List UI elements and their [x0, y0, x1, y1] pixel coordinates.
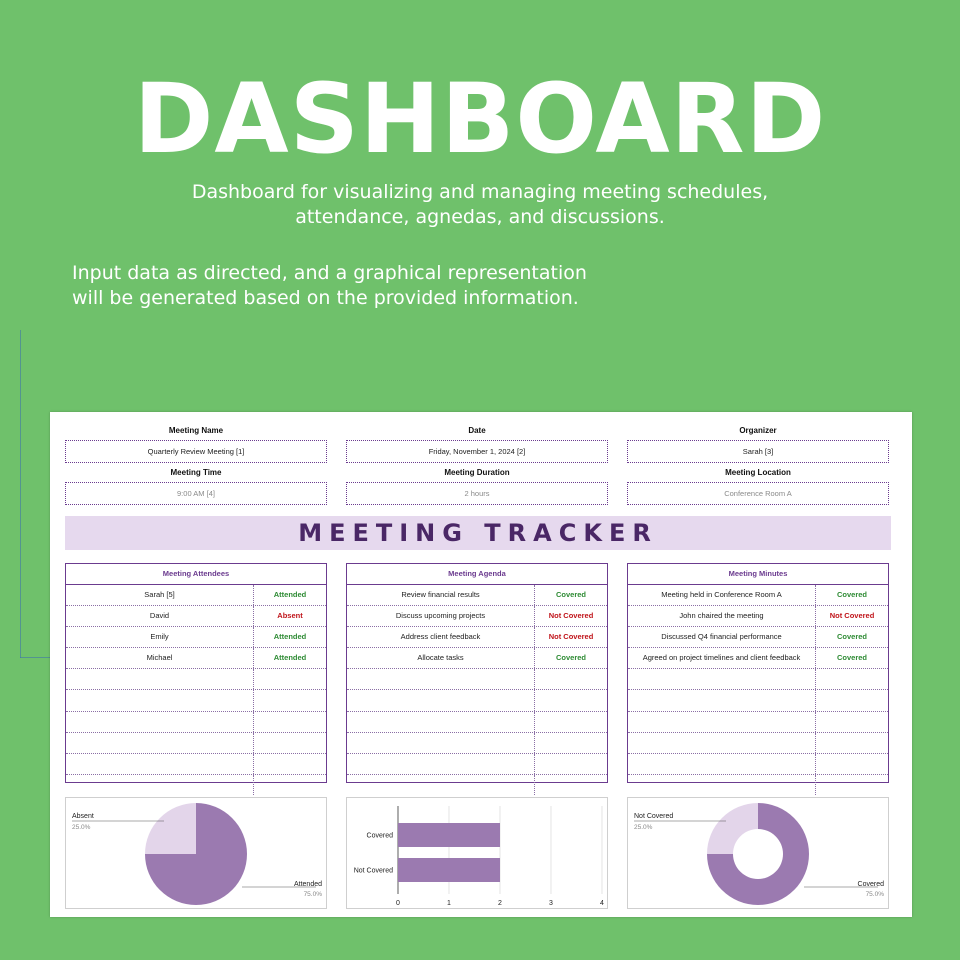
- table-cell-status[interactable]: Absent: [277, 611, 303, 621]
- data-label: Absent: [72, 813, 94, 820]
- table-cell-status[interactable]: Not Covered: [829, 611, 875, 621]
- attendance-pie-chart: [65, 797, 327, 909]
- table-cell-status[interactable]: [254, 669, 326, 689]
- spreadsheet-preview: [50, 412, 912, 917]
- meeting-name-input[interactable]: Quarterly Review Meeting [1]: [65, 440, 327, 463]
- table-cell-item[interactable]: Address client feedback: [347, 627, 535, 647]
- tick-label: 4: [600, 900, 604, 907]
- organizer-input[interactable]: Sarah [3]: [627, 440, 889, 463]
- table-cell-item[interactable]: Sarah [5]: [66, 585, 254, 605]
- table-cell-item[interactable]: [347, 733, 535, 753]
- table-cell-item[interactable]: [66, 669, 254, 689]
- table-cell-status[interactable]: [816, 690, 888, 710]
- table-cell-status[interactable]: Covered: [836, 590, 867, 599]
- tick-label: 2: [498, 900, 502, 907]
- agenda-table: [346, 563, 608, 783]
- table-row[interactable]: [66, 690, 326, 711]
- table-cell-status[interactable]: Covered: [555, 590, 586, 599]
- table-row[interactable]: [628, 606, 888, 627]
- minutes-table-header: Meeting Minutes: [628, 564, 888, 585]
- data-label: 25.0%: [72, 824, 91, 831]
- pie-slice-not-covered: [707, 803, 758, 854]
- table-cell-item[interactable]: [66, 733, 254, 753]
- date-label: Date: [468, 426, 486, 435]
- table-cell-status[interactable]: [535, 690, 607, 710]
- category-label: Not Covered: [353, 867, 393, 875]
- data-label: 75.0%: [303, 891, 322, 898]
- table-cell-item[interactable]: Discuss upcoming projects: [347, 606, 535, 626]
- data-label: Attended: [293, 881, 322, 888]
- table-cell-status[interactable]: Not Covered: [548, 611, 594, 621]
- meeting-time-label: Meeting Time: [170, 468, 222, 477]
- meeting-duration-label: Meeting Duration: [444, 468, 510, 477]
- date-field: [346, 425, 608, 463]
- table-cell-status[interactable]: [254, 690, 326, 710]
- table-cell-item[interactable]: [66, 775, 254, 795]
- meeting-location-label: Meeting Location: [725, 468, 791, 477]
- attendees-table-header: Meeting Attendees: [66, 564, 326, 585]
- table-row[interactable]: [347, 754, 607, 775]
- table-cell-status[interactable]: [816, 712, 888, 732]
- table-row[interactable]: [628, 733, 888, 754]
- table-cell-item[interactable]: David: [66, 606, 254, 626]
- table-cell-item[interactable]: [66, 754, 254, 774]
- agenda-table-header: Meeting Agenda: [347, 564, 607, 585]
- table-row[interactable]: [347, 669, 607, 690]
- date-input[interactable]: Friday, November 1, 2024 [2]: [346, 440, 608, 463]
- table-cell-item[interactable]: Allocate tasks: [347, 648, 535, 668]
- table-cell-status[interactable]: [254, 754, 326, 774]
- organizer-field: [627, 425, 889, 463]
- table-row[interactable]: [628, 669, 888, 690]
- table-cell-status[interactable]: [535, 669, 607, 689]
- dashboard-subtitle: Dashboard for visualizing and managing meeting schedules, attendance, agnedas, and discussions.: [191, 181, 769, 228]
- meeting-time-input[interactable]: 9:00 AM [4]: [65, 482, 327, 505]
- minutes-donut-svg: [628, 798, 890, 910]
- meeting-duration-field: [346, 467, 608, 505]
- table-row[interactable]: [628, 585, 888, 606]
- bar-not-covered: [398, 858, 500, 882]
- data-label: Covered: [857, 881, 884, 888]
- table-cell-status[interactable]: Covered: [836, 653, 867, 663]
- meeting-name-label: Meeting Name: [168, 426, 224, 435]
- table-cell-item[interactable]: [347, 712, 535, 732]
- table-row[interactable]: [347, 690, 607, 711]
- minutes-table: [627, 563, 889, 783]
- table-cell-item[interactable]: [347, 754, 535, 774]
- tick-label: 3: [549, 900, 553, 907]
- data-label: 25.0%: [634, 824, 653, 831]
- data-label: Not Covered: [634, 813, 674, 820]
- table-cell-status[interactable]: [535, 754, 607, 774]
- pie-slice-absent: [145, 803, 196, 854]
- table-cell-item[interactable]: Michael: [66, 648, 254, 668]
- table-cell-status[interactable]: [535, 712, 607, 732]
- agenda-bar-chart: [346, 797, 608, 909]
- table-cell-item[interactable]: Review financial results: [347, 585, 535, 605]
- table-row[interactable]: [347, 606, 607, 627]
- table-cell-status[interactable]: [254, 712, 326, 732]
- table-cell-status[interactable]: [816, 775, 888, 795]
- table-row[interactable]: [347, 585, 607, 606]
- organizer-label: Organizer: [739, 426, 777, 435]
- agenda-bar-svg: [347, 798, 609, 910]
- table-cell-status[interactable]: [816, 733, 888, 753]
- table-row[interactable]: [66, 669, 326, 690]
- table-cell-item[interactable]: [628, 733, 816, 753]
- table-cell-item[interactable]: [628, 690, 816, 710]
- meeting-location-input[interactable]: Conference Room A: [627, 482, 889, 505]
- table-cell-item[interactable]: Meeting held in Conference Room A: [628, 585, 816, 605]
- attendance-pie-svg: [66, 798, 328, 910]
- table-row[interactable]: [628, 775, 888, 795]
- meeting-tracker-banner: MEETING TRACKER: [65, 516, 891, 550]
- dashboard-title: DASHBOARD: [133, 63, 827, 175]
- table-cell-item[interactable]: [66, 690, 254, 710]
- table-cell-item[interactable]: [347, 775, 535, 795]
- table-row[interactable]: [66, 648, 326, 669]
- table-row[interactable]: [628, 627, 888, 648]
- table-row[interactable]: [66, 733, 326, 754]
- table-cell-item[interactable]: [628, 754, 816, 774]
- table-cell-item[interactable]: John chaired the meeting: [628, 606, 816, 626]
- attendees-table: [65, 563, 327, 783]
- data-label: 75.0%: [865, 891, 884, 898]
- bar-covered: [398, 823, 500, 847]
- table-cell-item[interactable]: [628, 669, 816, 689]
- table-cell-status[interactable]: [535, 733, 607, 753]
- table-row[interactable]: [66, 606, 326, 627]
- table-row[interactable]: [66, 754, 326, 775]
- table-row[interactable]: [628, 648, 888, 669]
- table-cell-status[interactable]: Not Covered: [548, 632, 594, 642]
- table-row[interactable]: [347, 733, 607, 754]
- table-cell-status[interactable]: Attended: [273, 653, 307, 663]
- table-row[interactable]: [66, 585, 326, 606]
- table-row[interactable]: [628, 690, 888, 711]
- table-cell-status[interactable]: Covered: [836, 632, 867, 642]
- guide-line: [20, 330, 21, 658]
- table-cell-status[interactable]: [816, 669, 888, 689]
- table-cell-status[interactable]: Attended: [273, 632, 307, 642]
- table-cell-status[interactable]: [254, 733, 326, 753]
- table-row[interactable]: [347, 648, 607, 669]
- table-cell-status[interactable]: [535, 775, 607, 795]
- category-label: Covered: [366, 832, 393, 840]
- table-cell-item[interactable]: Discussed Q4 financial performance: [628, 627, 816, 647]
- table-cell-status[interactable]: Attended: [273, 590, 307, 599]
- meeting-location-field: [627, 467, 889, 505]
- table-row[interactable]: [66, 627, 326, 648]
- table-cell-item[interactable]: [347, 669, 535, 689]
- table-row[interactable]: [66, 712, 326, 733]
- meeting-duration-input[interactable]: 2 hours: [346, 482, 608, 505]
- tick-label: 1: [447, 900, 451, 907]
- meeting-name-field: [65, 425, 327, 463]
- table-cell-item[interactable]: [347, 690, 535, 710]
- table-cell-status[interactable]: [254, 775, 326, 795]
- table-row[interactable]: [66, 775, 326, 795]
- table-cell-item[interactable]: [66, 712, 254, 732]
- table-row[interactable]: [347, 627, 607, 648]
- minutes-donut-chart: [627, 797, 889, 909]
- table-cell-item[interactable]: Agreed on project timelines and client feedback: [628, 648, 816, 668]
- meeting-time-field: [65, 467, 327, 505]
- table-cell-item[interactable]: Emily: [66, 627, 254, 647]
- table-row[interactable]: [347, 775, 607, 795]
- table-row[interactable]: [347, 712, 607, 733]
- table-row[interactable]: [628, 754, 888, 775]
- dashboard-note: Input data as directed, and a graphical representation will be generated based on the provided information.: [72, 262, 587, 309]
- table-row[interactable]: [628, 712, 888, 733]
- tick-label: 0: [396, 900, 400, 907]
- table-cell-item[interactable]: [628, 712, 816, 732]
- table-cell-status[interactable]: Covered: [555, 653, 586, 663]
- table-cell-item[interactable]: [628, 775, 816, 795]
- table-cell-status[interactable]: [816, 754, 888, 774]
